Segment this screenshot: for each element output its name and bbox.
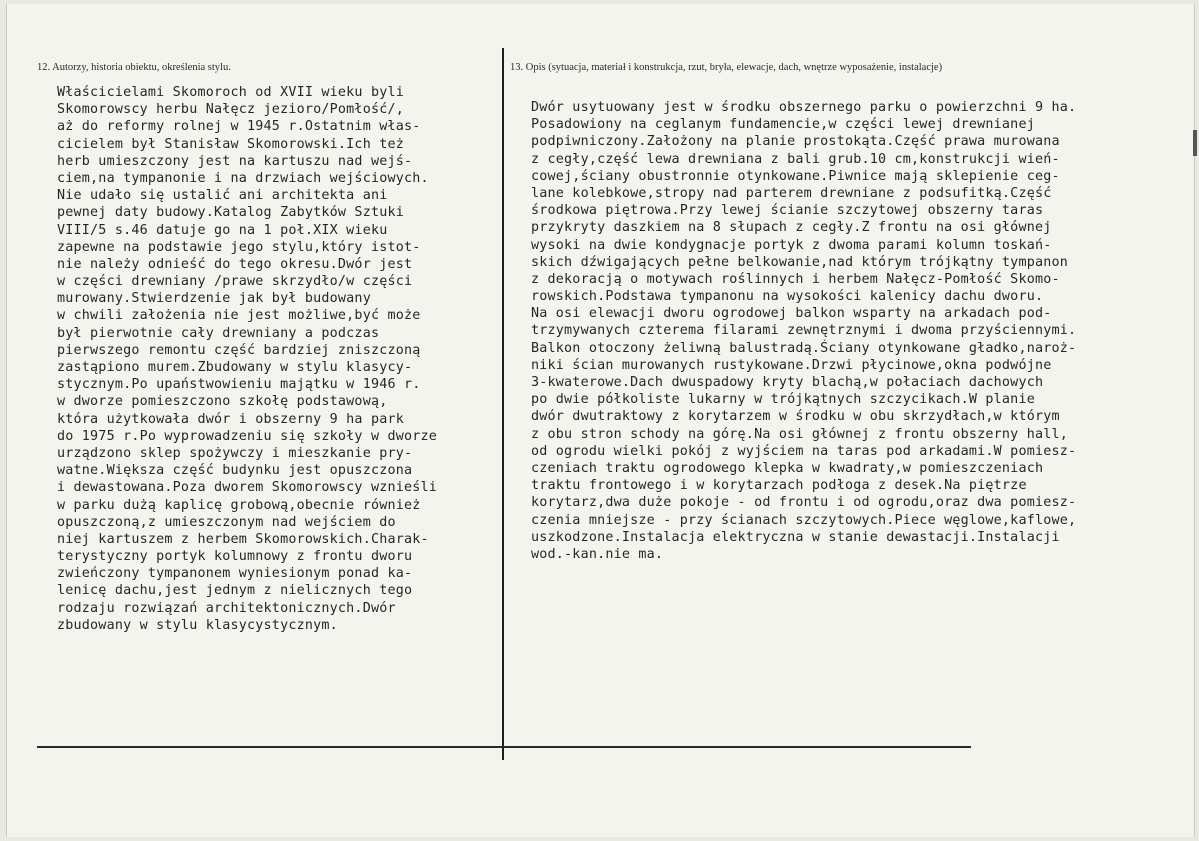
text-line: lane kolebkowe,stropy nad parterem drewniane z podsufitką.Część [531,185,1052,201]
text-line: stycznym.Po upaństwowieniu majątku w 1946 r. [57,377,421,393]
text-line: zbudowany w stylu klasycystycznym. [57,617,338,633]
text-line: traktu frontowego i w korytarzach podłoga z desek.Na piętrze [531,478,1027,494]
text-line: VIII/5 s.46 datuje go na 1 poł.XIX wieku [57,222,388,238]
text-line: pewnej daty budowy.Katalog Zabytków Sztuki [57,205,404,221]
text-line: herb umieszczony jest na kartuszu nad wejś- [57,153,413,169]
text-line: lenicę dachu,jest jednym z nielicznych tego [57,583,413,599]
text-line: w dworze pomieszczono szkołę podstawową, [57,394,388,410]
text-line: zwieńczony tympanonem wyniesionym ponad ka- [57,566,413,582]
text-line: uszkodzone.Instalacja elektryczna w stanie dewastacji.Instalacji [531,529,1060,545]
text-line: Na osi elewacji dworu ogrodowej balkon wsparty na arkadach pod- [531,306,1052,322]
text-line: zapewne na podstawie jego stylu,który istot- [57,239,421,255]
text-line: Nie udało się ustalić ani architekta ani [57,188,388,204]
text-line: urządzono sklep spożywczy i mieszkanie pry- [57,445,413,461]
text-line: nie należy odnieść do tego okresu.Dwór jest [57,256,413,272]
section-13-header: 13. Opis (sytuacja, materiał i konstrukcja, rzut, bryła, elewacje, dach, wnętrze wyposażenie, instalacje) [510,62,943,73]
text-line: dwór dwutraktowy z korytarzem w środku w obu skrzydłach,w którym [531,409,1060,425]
text-line: trzymywanych czterema filarami zewnętrznymi i dwoma przyściennymi. [531,323,1077,339]
text-line: cowej,ściany obustronnie otynkowane.Piwnice mają sklepienie ceg- [531,168,1060,184]
text-line: rowskich.Podstawa tympanonu na wysokości kalenicy dachu dworu. [531,289,1044,305]
text-line: podpiwniczony.Założony na planie prostokąta.Część prawa murowana [531,134,1060,150]
section-13-text [531,99,1076,563]
text-line: skich dźwigających pełne belkowanie,nad którym trójkątny tympanon [531,254,1069,270]
text-line: Balkon otoczony żeliwną balustradą.Ściany otynkowane gładko,naroż- [531,340,1077,356]
section-12-header: 12. Autorzy, historia obiektu, określenia stylu. [37,62,231,73]
text-line: niej kartuszem z herbem Skomorowskich.Charak- [57,531,429,547]
text-line: rodzaju rozwiązań architektonicznych.Dwór [57,600,396,616]
text-line: z obu stron schody na górę.Na osi głównej z frontu obszerny hall, [531,426,1069,442]
text-line: przykryty daszkiem na 8 słupach z cegły.Z frontu na osi głównej [531,220,1052,236]
text-line: w parku dużą kaplicę grobową,obecnie również [57,497,421,513]
text-line: która użytkowała dwór i obszerny 9 ha park [57,411,404,427]
text-line: Posadowiony na ceglanym fundamencie,w części lewej drewnianej [531,117,1035,133]
text-line: 3-kwaterowe.Dach dwuspadowy kryty blachą,w połaciach dachowych [531,375,1044,390]
column-divider [502,48,504,760]
text-line: środkowa piętrowa.Przy lewej ścianie szczytowej obszerny taras [531,203,1044,219]
text-line: cicielem był Stanisław Skomorowski.Ich też [57,136,404,152]
text-line: aż do reformy rolnej w 1945 r.Ostatnim włas- [57,119,421,135]
text-line: ciem,na tympanonie i na drzwiach wejściowych. [57,170,429,186]
text-line: do 1975 r.Po wyprowadzeniu się szkoły w dworze [57,428,438,444]
text-line: Właścicielami Skomoroch od XVII wieku byli [57,85,404,100]
text-line: w części drewniany /prawe skrzydło/w części [57,274,413,290]
text-line: wod.-kan.nie ma. [531,546,664,562]
text-line: Dwór usytuowany jest w środku obszernego parku o powierzchni 9 ha. [531,100,1077,115]
edge-mark [1193,130,1197,156]
record-card [6,4,1195,837]
text-line: pierwszego remontu część bardziej zniszczoną [57,342,421,358]
text-line: z cegły,część lewa drewniana z bali grub.10 cm,konstrukcji wień- [531,151,1060,167]
text-line: niki ścian murowanych rustykowane.Drzwi płycinowe,okna podwójne [531,357,1052,373]
text-line: zastąpiono murem.Zbudowany w stylu klasycy- [57,360,413,375]
text-line: z dekoracją o motywach roślinnych i herbem Nałęcz-Pomłość Skomo- [531,271,1060,287]
text-line: terystyczny portyk kolumnowy z frontu dworu [57,549,413,565]
text-line: murowany.Stwierdzenie jak był budowany [57,291,371,307]
text-line: opuszczoną,z umieszczonym nad wejściem do [57,514,396,530]
text-line: Skomorowscy herbu Nałęcz jezioro/Pomłość/, [57,102,404,118]
text-line: korytarz,dwa duże pokoje - od frontu i od ogrodu,oraz dwa pomiesz- [531,495,1077,511]
horizontal-rule [37,746,971,748]
text-line: w chwili założenia nie jest możliwe,być może [57,308,421,324]
text-line: i dewastowana.Poza dworem Skomorowscy wznieśli [57,480,438,496]
text-line: wysoki na dwie kondygnacje portyk z dwoma parami kolumn toskań- [531,237,1052,253]
text-line: czeniach traktu ogrodowego klepka w kwadraty,w pomieszczeniach [531,460,1044,476]
text-line: od ogrodu wielki pokój z wyjściem na taras pod arkadami.W pomiesz- [531,443,1077,459]
text-line: po dwie półkoliste lukarny w trójkątnych szczycikach.W planie [531,392,1035,408]
text-line: czenia mniejsze - przy ścianach szczytowych.Piece węglowe,kaflowe, [531,512,1077,528]
section-12-text [57,84,437,634]
text-line: był pierwotnie cały drewniany a podczas [57,325,380,341]
text-line: watne.Większa część budynku jest opuszczona [57,463,413,479]
